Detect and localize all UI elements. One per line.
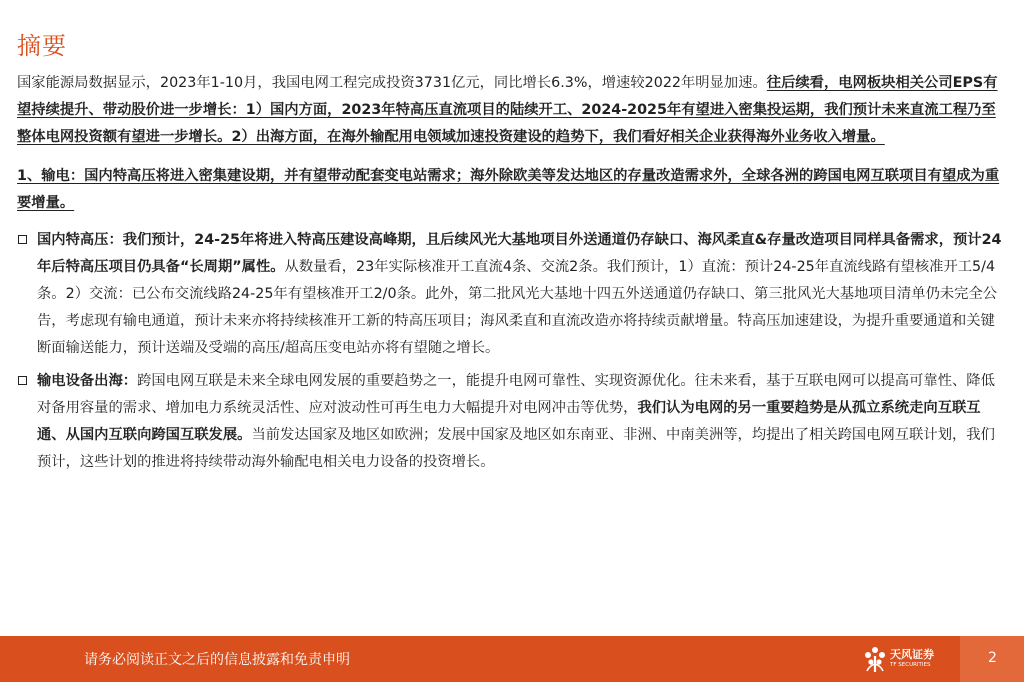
page-title: 摘要	[17, 32, 67, 60]
bullet-1-highlight: 我们预计，24-25年将进入特高压建设高峰期，且后续风光大基地项目外送通道仍存缺口、海风柔直&存量改造项目同样具备需求，预计24年后特高压项目仍具备“长周期”属性。	[37, 232, 1002, 275]
footer-disclaimer: 请务必阅读正文之后的信息披露和免责申明	[84, 652, 350, 668]
summary-body	[17, 70, 1009, 476]
intro-paragraph	[17, 70, 1009, 151]
bullet-1-text: 从数量看，23年实际核准开工直流4条、交流2条。我们预计，1）直流：预计24-25年直流线路有望核准开工5/4条。2）交流：已公布交流线路24-25年有望核准开工2/0条。此外，第二批风光大基地十四五外送通道仍存缺口、第三批风光大基地项目清单仍未完全公告，考虑现有输电通道，预计未来亦将持续核准开工新的特高压项目；海风柔直和直流改造亦将持续贡献增量。特高压加速建设，为提升重要通道和关键断面输送能力，预计送端及受端的高压/超高压变电站亦将有望随之增长。	[37, 259, 998, 356]
intro-text: 国家能源局数据显示，2023年1-10月，我国电网工程完成投资3731亿元，同比增长6.3%，增速较2022年明显加速。	[17, 75, 767, 91]
bullet-2-lead: 输电设备出海：	[37, 373, 138, 389]
section-1-heading	[17, 163, 1009, 217]
logo-english: TF SECURITIES	[890, 662, 931, 668]
bullet-2-highlight: 我们认为电网的另一重要趋势是从孤立系统走向互联互通、从国内互联向跨国互联发展。	[37, 400, 981, 443]
intro-highlight: 往后续看，电网板块相关公司EPS有望持续提升、带动股价进一步增长：1）国内方面，2023年特高压直流项目的陆续开工、2024-2025年有望进入密集投运期，我们预计未来直流工程乃至整体电网投资额有望进一步增长。2）出海方面，在海外输配用电领域加速投资建设的趋势下，我们看好相关企业获得海外业务收入增量。	[17, 75, 998, 145]
bullet-1-lead: 国内特高压：	[37, 232, 123, 248]
bullet-domestic-uhv	[17, 227, 1009, 362]
bullet-2-text-1: 跨国电网互联是未来全球电网发展的重要趋势之一，能提升电网可靠性、实现资源优化。往未来看，基于互联电网可以提高可靠性、降低对备用容量的需求、增加电力系统灵活性、应对波动性可再生电力大幅提升对电网冲击等优势，	[37, 373, 995, 416]
section-1-text: 1、输电：国内特高压将进入密集建设期，并有望带动配套变电站需求；海外除欧美等发达地区的存量改造需求外，全球各洲的跨国电网互联项目有望成为重要增量。	[17, 168, 1000, 211]
logo-name: 天风证券	[890, 648, 934, 661]
company-logo	[862, 644, 940, 674]
footer-bar	[0, 636, 1024, 682]
page-number: 2	[988, 650, 997, 666]
tf-logo-icon	[862, 644, 888, 674]
square-bullet-icon	[18, 376, 27, 385]
bullet-2-text-2: 当前发达国家及地区如欧洲；发展中国家及地区如东南亚、非洲、中南美洲等，均提出了相关跨国电网互联计划，我们预计，这些计划的推进将持续带动海外输配电相关电力设备的投资增长。	[37, 427, 995, 470]
square-bullet-icon	[18, 235, 27, 244]
bullet-equipment-export	[17, 368, 1009, 476]
